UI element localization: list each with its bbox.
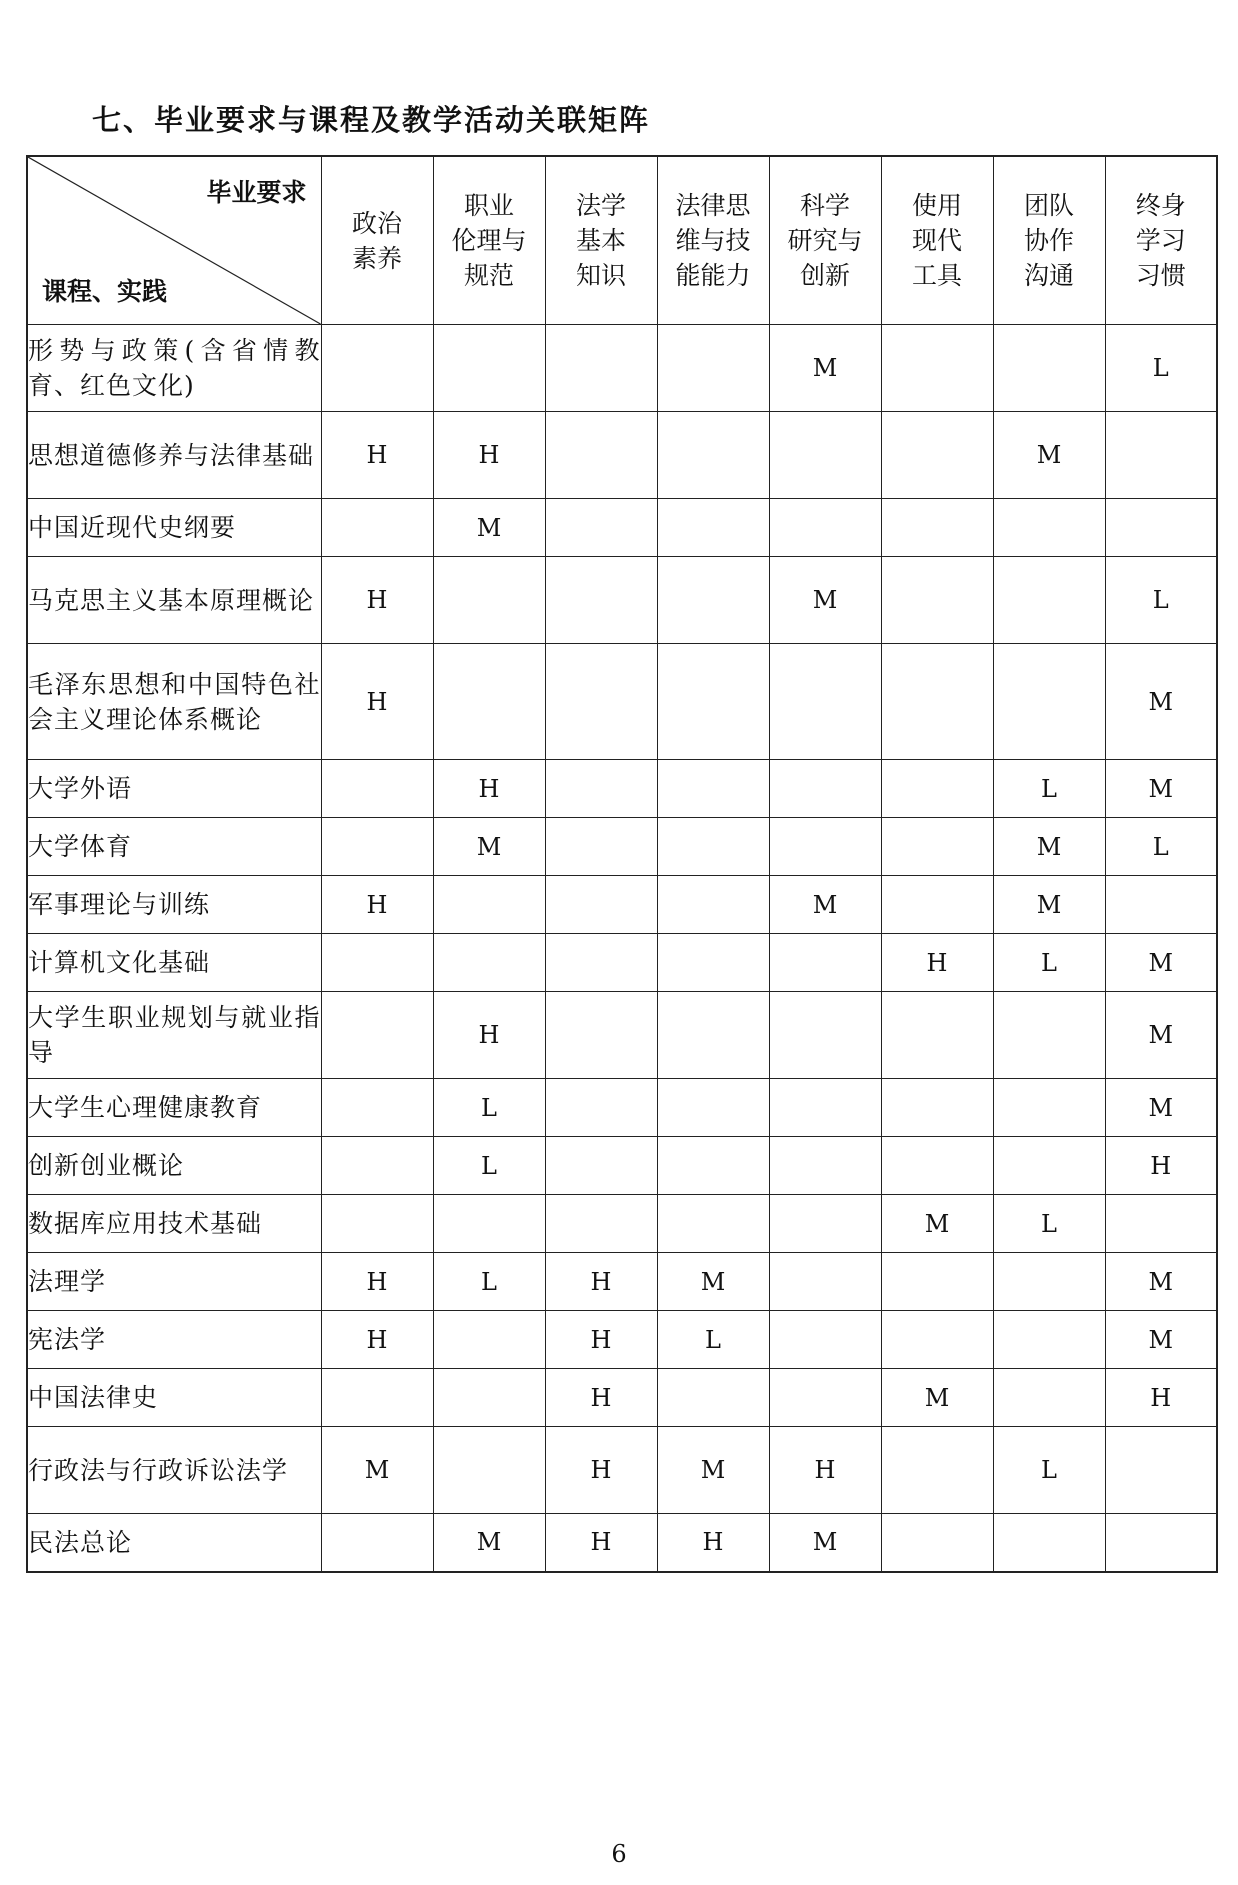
relevance-cell: H [545, 1253, 657, 1311]
relevance-cell: M [1105, 1253, 1217, 1311]
relevance-cell [433, 557, 545, 644]
relevance-cell [545, 499, 657, 557]
relevance-cell: L [657, 1311, 769, 1369]
column-header: 法学 基本 知识 [545, 156, 657, 325]
header-row [27, 156, 1217, 325]
relevance-cell: M [1105, 934, 1217, 992]
course-name-cell: 形势与政策(含省情教育、红色文化) [27, 325, 321, 412]
relevance-cell: H [433, 412, 545, 499]
relevance-cell [321, 818, 433, 876]
relevance-cell [545, 934, 657, 992]
relevance-cell: L [993, 1195, 1105, 1253]
relevance-cell [433, 876, 545, 934]
relevance-cell: M [1105, 1311, 1217, 1369]
relevance-cell [993, 1253, 1105, 1311]
course-name-cell: 中国法律史 [27, 1369, 321, 1427]
table-row [27, 1195, 1217, 1253]
course-name-cell: 创新创业概论 [27, 1137, 321, 1195]
course-name-cell: 民法总论 [27, 1514, 321, 1572]
table-row [27, 818, 1217, 876]
relevance-cell [545, 1137, 657, 1195]
relevance-cell [769, 1079, 881, 1137]
column-header: 法律思 维与技 能能力 [657, 156, 769, 325]
relevance-cell [1105, 1195, 1217, 1253]
relevance-cell: H [657, 1514, 769, 1572]
relevance-cell [993, 1079, 1105, 1137]
relevance-cell [769, 818, 881, 876]
table-row [27, 876, 1217, 934]
relevance-cell: L [993, 1427, 1105, 1514]
column-header: 政治 素养 [321, 156, 433, 325]
relevance-cell [881, 412, 993, 499]
relevance-cell: M [1105, 760, 1217, 818]
relevance-cell [881, 818, 993, 876]
course-name-cell: 毛泽东思想和中国特色社会主义理论体系概论 [27, 644, 321, 760]
relevance-cell [881, 992, 993, 1079]
relevance-cell [881, 1514, 993, 1572]
relevance-cell [769, 1137, 881, 1195]
table-row [27, 325, 1217, 412]
relevance-cell [769, 992, 881, 1079]
relevance-cell [433, 1427, 545, 1514]
relevance-cell [545, 412, 657, 499]
relevance-cell: H [433, 760, 545, 818]
relevance-cell [769, 1195, 881, 1253]
relevance-cell [881, 557, 993, 644]
table-row [27, 1369, 1217, 1427]
relevance-cell: H [321, 412, 433, 499]
relevance-cell [433, 644, 545, 760]
relevance-cell [881, 760, 993, 818]
relevance-cell [657, 557, 769, 644]
relevance-cell [545, 325, 657, 412]
table-row [27, 1311, 1217, 1369]
relevance-cell [545, 557, 657, 644]
relevance-cell [1105, 499, 1217, 557]
relevance-cell: L [433, 1079, 545, 1137]
relevance-cell [881, 876, 993, 934]
relevance-cell [993, 325, 1105, 412]
course-name-cell: 法理学 [27, 1253, 321, 1311]
relevance-cell: L [433, 1137, 545, 1195]
relevance-cell [993, 644, 1105, 760]
relevance-cell [321, 499, 433, 557]
relevance-cell: H [1105, 1369, 1217, 1427]
relevance-cell [657, 1079, 769, 1137]
relevance-cell [321, 760, 433, 818]
relevance-cell [769, 499, 881, 557]
relevance-cell [657, 412, 769, 499]
relevance-cell [545, 1195, 657, 1253]
relevance-cell [657, 1369, 769, 1427]
section-title: 七、毕业要求与课程及教学活动关联矩阵 [92, 103, 651, 137]
table-row [27, 499, 1217, 557]
relevance-cell: M [993, 818, 1105, 876]
course-name-cell: 思想道德修养与法律基础 [27, 412, 321, 499]
page-number: 6 [611, 1840, 627, 1868]
relevance-cell: L [1105, 818, 1217, 876]
relevance-cell: M [993, 412, 1105, 499]
relevance-cell [769, 1311, 881, 1369]
relevance-cell [657, 325, 769, 412]
relevance-cell [433, 934, 545, 992]
table-row [27, 644, 1217, 760]
relevance-cell [321, 1137, 433, 1195]
course-name-cell: 计算机文化基础 [27, 934, 321, 992]
course-name-cell: 军事理论与训练 [27, 876, 321, 934]
column-header: 使用 现代 工具 [881, 156, 993, 325]
course-name-cell: 中国近现代史纲要 [27, 499, 321, 557]
relevance-cell: M [657, 1427, 769, 1514]
relevance-cell [657, 499, 769, 557]
table-row [27, 1514, 1217, 1572]
course-name-cell: 大学生心理健康教育 [27, 1079, 321, 1137]
relevance-cell: H [321, 1311, 433, 1369]
column-header: 团队 协作 沟通 [993, 156, 1105, 325]
relevance-cell [769, 760, 881, 818]
relevance-cell: H [769, 1427, 881, 1514]
relevance-cell: H [545, 1514, 657, 1572]
course-name-cell: 大学体育 [27, 818, 321, 876]
relevance-cell: H [321, 1253, 433, 1311]
relevance-cell: L [433, 1253, 545, 1311]
relevance-cell: M [433, 818, 545, 876]
relevance-cell [769, 644, 881, 760]
relevance-cell [433, 1311, 545, 1369]
table-row [27, 760, 1217, 818]
relevance-cell [545, 992, 657, 1079]
relevance-cell [1105, 876, 1217, 934]
relevance-cell [545, 1079, 657, 1137]
relevance-cell [657, 818, 769, 876]
relevance-cell [321, 992, 433, 1079]
relevance-cell: M [769, 325, 881, 412]
relevance-cell [769, 934, 881, 992]
relevance-cell: H [545, 1311, 657, 1369]
relevance-cell: M [433, 499, 545, 557]
relevance-cell [433, 325, 545, 412]
relevance-cell: M [769, 876, 881, 934]
relevance-cell [1105, 1514, 1217, 1572]
table-row [27, 412, 1217, 499]
relevance-cell [433, 1369, 545, 1427]
relevance-cell [657, 760, 769, 818]
relevance-cell: H [545, 1369, 657, 1427]
relevance-cell: L [1105, 557, 1217, 644]
relevance-cell: M [881, 1195, 993, 1253]
relevance-cell [321, 1195, 433, 1253]
relevance-cell [881, 1311, 993, 1369]
table-row [27, 934, 1217, 992]
relevance-cell [321, 1369, 433, 1427]
column-header: 职业 伦理与 规范 [433, 156, 545, 325]
relevance-cell [1105, 1427, 1217, 1514]
relevance-cell [881, 499, 993, 557]
relevance-cell [657, 992, 769, 1079]
relevance-cell: H [321, 876, 433, 934]
relevance-cell: H [881, 934, 993, 992]
relevance-cell: M [1105, 992, 1217, 1079]
relevance-cell: H [433, 992, 545, 1079]
relevance-cell [545, 644, 657, 760]
relevance-cell: H [1105, 1137, 1217, 1195]
relevance-cell: L [993, 760, 1105, 818]
relevance-cell [657, 1137, 769, 1195]
relevance-cell [993, 1137, 1105, 1195]
relevance-cell: M [1105, 1079, 1217, 1137]
table-row [27, 1137, 1217, 1195]
course-name-cell: 数据库应用技术基础 [27, 1195, 321, 1253]
relevance-cell [993, 1311, 1105, 1369]
relevance-cell [657, 934, 769, 992]
relevance-cell [545, 876, 657, 934]
relevance-cell [881, 1137, 993, 1195]
relevance-cell: H [321, 644, 433, 760]
course-name-cell: 马克思主义基本原理概论 [27, 557, 321, 644]
relevance-cell: M [433, 1514, 545, 1572]
relevance-cell: H [545, 1427, 657, 1514]
relevance-cell [433, 1195, 545, 1253]
requirements-course-matrix [26, 155, 1218, 1573]
table-row [27, 1427, 1217, 1514]
table-row [27, 1253, 1217, 1311]
relevance-cell [881, 325, 993, 412]
course-name-cell: 大学外语 [27, 760, 321, 818]
relevance-cell: L [993, 934, 1105, 992]
relevance-cell [769, 412, 881, 499]
relevance-cell [993, 557, 1105, 644]
relevance-cell [545, 760, 657, 818]
relevance-cell [769, 1253, 881, 1311]
relevance-cell [321, 1079, 433, 1137]
relevance-cell [769, 1369, 881, 1427]
relevance-cell: L [1105, 325, 1217, 412]
relevance-cell [993, 1369, 1105, 1427]
corner-label-requirements: 毕业要求 [206, 178, 307, 207]
relevance-cell: M [657, 1253, 769, 1311]
course-name-cell: 行政法与行政诉讼法学 [27, 1427, 321, 1514]
course-name-cell: 宪法学 [27, 1311, 321, 1369]
table-row [27, 1079, 1217, 1137]
relevance-cell [545, 818, 657, 876]
relevance-cell [993, 992, 1105, 1079]
relevance-cell [657, 1195, 769, 1253]
relevance-cell: M [769, 557, 881, 644]
relevance-cell [881, 1079, 993, 1137]
relevance-cell [881, 1427, 993, 1514]
relevance-cell [657, 644, 769, 760]
relevance-cell [993, 499, 1105, 557]
corner-header-cell [27, 156, 321, 325]
relevance-cell: M [881, 1369, 993, 1427]
relevance-cell [1105, 412, 1217, 499]
relevance-cell [321, 325, 433, 412]
relevance-cell: M [769, 1514, 881, 1572]
table-row [27, 992, 1217, 1079]
relevance-cell [321, 1514, 433, 1572]
column-header: 终身 学习 习惯 [1105, 156, 1217, 325]
relevance-cell: M [1105, 644, 1217, 760]
relevance-cell: M [993, 876, 1105, 934]
relevance-cell [993, 1514, 1105, 1572]
corner-label-courses: 课程、实践 [42, 277, 168, 306]
relevance-cell [881, 1253, 993, 1311]
course-name-cell: 大学生职业规划与就业指导 [27, 992, 321, 1079]
column-header: 科学 研究与 创新 [769, 156, 881, 325]
relevance-cell: H [321, 557, 433, 644]
table-row [27, 557, 1217, 644]
relevance-cell [881, 644, 993, 760]
relevance-cell: M [321, 1427, 433, 1514]
relevance-cell [321, 934, 433, 992]
relevance-cell [657, 876, 769, 934]
